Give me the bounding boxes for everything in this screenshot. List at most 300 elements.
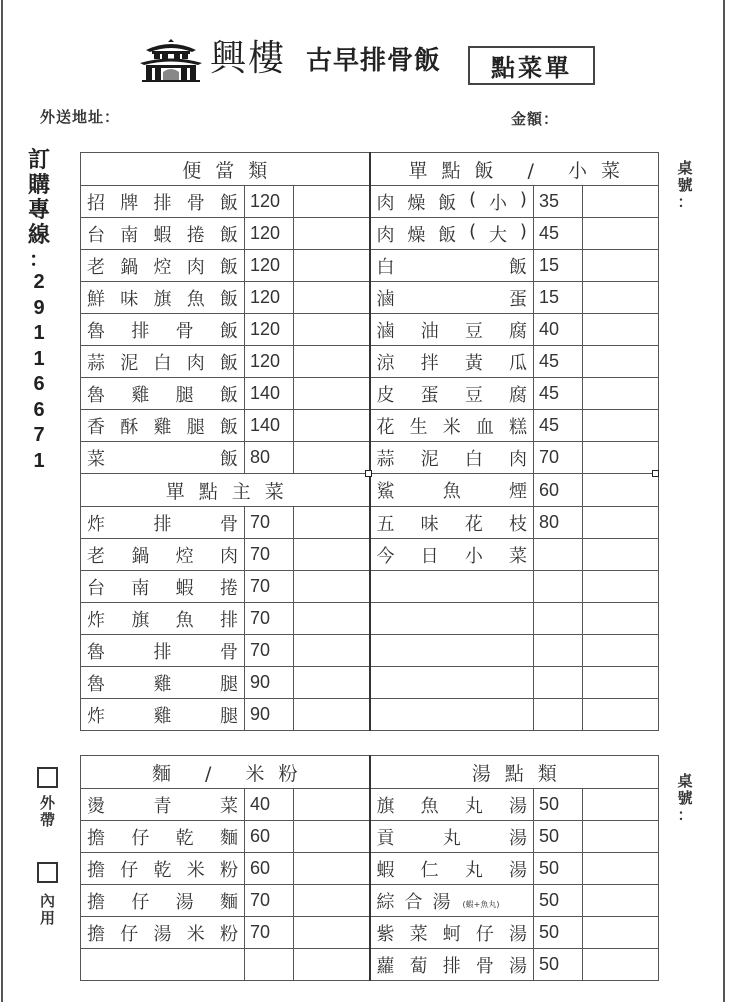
item-name-char: 老 bbox=[87, 545, 105, 567]
item-name-char: 炸 bbox=[87, 609, 105, 631]
quantity-cell[interactable] bbox=[294, 949, 370, 981]
item-name-char: 旗 bbox=[131, 609, 150, 631]
item-name-char: 牌 bbox=[120, 192, 139, 214]
item-name-char: 米 bbox=[442, 416, 461, 438]
item-price: 120 bbox=[245, 186, 294, 218]
item-name-char: ( bbox=[469, 188, 477, 210]
item-name-char: 麵 bbox=[219, 891, 238, 913]
item-name-char: 滷 bbox=[376, 288, 395, 310]
quantity-cell[interactable] bbox=[583, 667, 659, 699]
takeout-checkbox[interactable] bbox=[37, 767, 58, 788]
item-note: (蝦+魚丸) bbox=[462, 899, 500, 909]
quantity-cell[interactable] bbox=[583, 885, 659, 917]
item-name bbox=[370, 314, 534, 346]
item-price: 15 bbox=[534, 282, 583, 314]
quantity-cell[interactable] bbox=[583, 474, 659, 507]
quantity-cell[interactable] bbox=[583, 853, 659, 885]
item-price: 50 bbox=[534, 885, 583, 917]
item-name-char: 招 bbox=[87, 192, 105, 214]
quantity-cell[interactable] bbox=[583, 571, 659, 603]
item-name-char: 大 bbox=[489, 224, 508, 246]
table-row bbox=[81, 218, 659, 250]
table-row bbox=[81, 186, 659, 218]
item-name-char: 老 bbox=[87, 256, 105, 278]
item-name bbox=[81, 346, 245, 378]
quantity-cell[interactable] bbox=[294, 821, 370, 853]
item-name-char: 排 bbox=[131, 320, 150, 342]
item-name-char: 丸 bbox=[464, 795, 483, 817]
section-header: 便當類 bbox=[81, 153, 370, 186]
item-name-char: 涼 bbox=[376, 352, 395, 374]
item-name bbox=[370, 635, 534, 667]
section-header: 麵 / 米粉 bbox=[81, 756, 370, 789]
item-name-char: 飯 bbox=[438, 224, 457, 246]
quantity-cell[interactable] bbox=[294, 218, 370, 250]
item-name-char: 味 bbox=[120, 288, 139, 310]
quantity-cell[interactable] bbox=[583, 635, 659, 667]
item-name-char: 菜 bbox=[220, 795, 238, 817]
item-name-char: 南 bbox=[131, 577, 150, 599]
item-name-char: 皮 bbox=[376, 384, 395, 406]
item-name bbox=[370, 250, 534, 282]
order-hotline bbox=[26, 148, 52, 474]
item-name-char: 生 bbox=[409, 416, 428, 438]
item-price: 70 bbox=[245, 885, 294, 917]
item-name-char: 雞 bbox=[153, 416, 172, 438]
item-name-char: 腿 bbox=[220, 673, 238, 695]
table-row bbox=[81, 250, 659, 282]
item-name-char: 麵 bbox=[219, 827, 238, 849]
quantity-cell[interactable] bbox=[583, 789, 659, 821]
item-name-char: 仔 bbox=[131, 827, 150, 849]
quantity-cell[interactable] bbox=[294, 603, 370, 635]
item-name-char: 味 bbox=[420, 513, 439, 535]
item-name bbox=[81, 635, 245, 667]
page-border-right bbox=[723, 0, 725, 1002]
table-number-char: 桌 bbox=[677, 159, 693, 177]
quantity-cell[interactable] bbox=[294, 539, 370, 571]
item-name-char: 米 bbox=[186, 859, 205, 881]
item-price bbox=[534, 539, 583, 571]
quantity-cell[interactable] bbox=[294, 186, 370, 218]
item-price bbox=[534, 667, 583, 699]
item-name-char: 排 bbox=[153, 641, 172, 663]
item-name-char: 炸 bbox=[87, 705, 105, 727]
item-price: 80 bbox=[534, 507, 583, 539]
item-price: 60 bbox=[534, 474, 583, 507]
item-name-char: 菜 bbox=[87, 448, 105, 470]
item-name bbox=[370, 789, 534, 821]
table-number-char: 桌 bbox=[677, 772, 693, 790]
item-name-char: 排 bbox=[442, 955, 461, 977]
item-name-char: 南 bbox=[120, 224, 139, 246]
item-price: 70 bbox=[245, 507, 294, 539]
item-price bbox=[534, 635, 583, 667]
table-number-char: ： bbox=[677, 806, 693, 824]
item-price: 50 bbox=[534, 821, 583, 853]
dine-in-checkbox[interactable] bbox=[37, 862, 58, 883]
quantity-cell[interactable] bbox=[583, 346, 659, 378]
item-name-char: 雞 bbox=[153, 673, 172, 695]
item-price: 120 bbox=[245, 250, 294, 282]
item-price bbox=[534, 603, 583, 635]
quantity-cell[interactable] bbox=[583, 314, 659, 346]
hotline-digit: 7 bbox=[33, 424, 45, 446]
quantity-cell[interactable] bbox=[294, 789, 370, 821]
item-name-char: 肉 bbox=[219, 545, 238, 567]
item-price: 70 bbox=[245, 917, 294, 949]
table-number-char: ： bbox=[677, 193, 693, 211]
quantity-cell[interactable] bbox=[583, 603, 659, 635]
table-row bbox=[81, 699, 659, 731]
item-name-char: 煙 bbox=[509, 481, 527, 502]
item-price: 70 bbox=[245, 603, 294, 635]
item-name-char: 湯 bbox=[509, 827, 527, 849]
item-name bbox=[370, 507, 534, 539]
quantity-cell[interactable] bbox=[294, 885, 370, 917]
item-name-char: 綜 bbox=[376, 891, 395, 913]
amount-label: 金額： bbox=[511, 110, 560, 128]
item-name-char: 骨 bbox=[175, 320, 194, 342]
item-price: 45 bbox=[534, 218, 583, 250]
table-row bbox=[81, 571, 659, 603]
item-name-char: 白 bbox=[464, 448, 483, 470]
item-name-char: 米 bbox=[186, 923, 205, 945]
item-name bbox=[370, 378, 534, 410]
quantity-cell[interactable] bbox=[583, 699, 659, 731]
item-name-char: 腐 bbox=[508, 384, 527, 406]
hotline-digit: 1 bbox=[33, 449, 45, 472]
quantity-cell[interactable] bbox=[583, 949, 659, 981]
item-name bbox=[370, 346, 534, 378]
table-number-label-top bbox=[675, 160, 695, 211]
table-number-label-bottom bbox=[675, 773, 695, 824]
item-name-char: 日 bbox=[420, 545, 439, 567]
item-name-char: 蛋 bbox=[509, 288, 527, 310]
table-row bbox=[81, 378, 659, 410]
pavilion-building-icon bbox=[140, 38, 202, 82]
item-name bbox=[81, 250, 245, 282]
item-name bbox=[370, 410, 534, 442]
item-name-char: 五 bbox=[376, 513, 395, 535]
table-row bbox=[81, 853, 659, 885]
item-name-char: 飯 bbox=[220, 256, 238, 278]
table-row bbox=[81, 474, 659, 507]
quantity-cell[interactable] bbox=[583, 186, 659, 218]
table-row bbox=[81, 410, 659, 442]
item-name-char: 湯 bbox=[509, 923, 527, 945]
quantity-cell[interactable] bbox=[294, 282, 370, 314]
item-name bbox=[370, 699, 534, 731]
quantity-cell[interactable] bbox=[583, 539, 659, 571]
item-name-char: 擔 bbox=[87, 891, 105, 913]
item-name-char: 酥 bbox=[120, 416, 139, 438]
item-price: 40 bbox=[245, 789, 294, 821]
quantity-cell[interactable] bbox=[294, 853, 370, 885]
item-price: 80 bbox=[245, 442, 294, 474]
takeout-label bbox=[37, 795, 58, 829]
item-name-char: 湯 bbox=[509, 955, 527, 977]
item-price: 45 bbox=[534, 410, 583, 442]
item-name-char: 擔 bbox=[87, 827, 105, 849]
item-name-char: 燥 bbox=[407, 224, 426, 246]
item-name-char: 粉 bbox=[220, 923, 238, 945]
item-name-char: 焢 bbox=[153, 256, 172, 278]
item-name-char: ( bbox=[469, 220, 477, 242]
item-name-char: 豆 bbox=[464, 384, 483, 406]
quantity-cell[interactable] bbox=[583, 282, 659, 314]
item-name-char: 花 bbox=[376, 416, 395, 438]
item-name bbox=[81, 410, 245, 442]
document-title: 點菜單 bbox=[468, 46, 595, 85]
item-name-char: 雞 bbox=[153, 705, 172, 727]
item-name bbox=[81, 378, 245, 410]
item-name-char: 粉 bbox=[220, 859, 238, 881]
item-name-char: 丸 bbox=[464, 859, 483, 881]
quantity-cell[interactable] bbox=[294, 507, 370, 539]
item-name bbox=[81, 314, 245, 346]
item-name bbox=[81, 442, 245, 474]
table-row bbox=[81, 603, 659, 635]
item-name-char: 湯 bbox=[508, 795, 527, 817]
quantity-cell[interactable] bbox=[583, 218, 659, 250]
dine-in-label-char: 用 bbox=[39, 909, 55, 927]
item-name-char: 飯 bbox=[220, 352, 238, 374]
item-name-char: 雞 bbox=[131, 384, 150, 406]
item-name-char: 肉 bbox=[186, 352, 205, 374]
table-row bbox=[81, 949, 659, 981]
item-name bbox=[370, 442, 534, 474]
item-price: 70 bbox=[245, 571, 294, 603]
item-name-char: 乾 bbox=[175, 827, 194, 849]
item-name-char: 飯 bbox=[509, 256, 527, 278]
item-name bbox=[81, 282, 245, 314]
top-menu-table bbox=[80, 152, 659, 731]
bottom-menu-table bbox=[80, 755, 659, 981]
page-border-left bbox=[1, 0, 3, 1002]
item-name-char: 捲 bbox=[219, 577, 238, 599]
item-name bbox=[370, 571, 534, 603]
item-price: 50 bbox=[534, 949, 583, 981]
item-name-char: 燙 bbox=[87, 795, 105, 817]
quantity-cell[interactable] bbox=[583, 250, 659, 282]
table-row bbox=[81, 821, 659, 853]
item-name-char: 枝 bbox=[508, 513, 527, 535]
item-price: 140 bbox=[245, 378, 294, 410]
item-name-char: 擔 bbox=[87, 859, 105, 881]
item-name-char: 仔 bbox=[120, 859, 139, 881]
quantity-cell[interactable] bbox=[294, 314, 370, 346]
item-price: 120 bbox=[245, 282, 294, 314]
item-name bbox=[81, 789, 245, 821]
item-price: 70 bbox=[534, 442, 583, 474]
takeout-label-char: 外 bbox=[39, 794, 55, 812]
table-row bbox=[81, 314, 659, 346]
item-name bbox=[81, 885, 245, 917]
item-name-char: 魯 bbox=[87, 384, 105, 406]
item-name-char: 蒜 bbox=[376, 448, 395, 470]
item-name-char: 骨 bbox=[220, 641, 238, 663]
item-name-char: 油 bbox=[420, 320, 439, 342]
item-name-char: 魯 bbox=[87, 641, 105, 663]
item-name-char: 台 bbox=[87, 224, 105, 246]
hotline-digit: 9 bbox=[33, 296, 45, 319]
item-name-char: 腿 bbox=[175, 384, 194, 406]
quantity-cell[interactable] bbox=[294, 378, 370, 410]
item-name-char: 飯 bbox=[219, 320, 238, 342]
item-name-char: 花 bbox=[464, 513, 483, 535]
item-name-char: 紫 bbox=[376, 923, 395, 945]
brand-subtitle: 古早排骨飯 bbox=[306, 46, 442, 76]
item-name bbox=[81, 949, 245, 981]
item-price: 15 bbox=[534, 250, 583, 282]
item-price: 70 bbox=[245, 539, 294, 571]
quantity-cell[interactable] bbox=[583, 917, 659, 949]
item-price: 90 bbox=[245, 699, 294, 731]
item-name-char: 鮮 bbox=[87, 288, 105, 310]
item-name-char: 菜 bbox=[508, 545, 527, 567]
item-name-char: 豆 bbox=[464, 320, 483, 342]
item-name-char: 蘿 bbox=[376, 955, 395, 977]
table-row bbox=[81, 346, 659, 378]
quantity-cell[interactable] bbox=[294, 699, 370, 731]
item-name-char: 擔 bbox=[87, 923, 105, 945]
quantity-cell[interactable] bbox=[294, 410, 370, 442]
table-row bbox=[81, 789, 659, 821]
item-name-char: 仔 bbox=[120, 923, 139, 945]
quantity-cell[interactable] bbox=[294, 917, 370, 949]
item-name bbox=[81, 603, 245, 635]
item-price bbox=[534, 571, 583, 603]
item-name-char: 今 bbox=[376, 545, 395, 567]
item-name bbox=[370, 667, 534, 699]
item-name-char: 飯 bbox=[220, 288, 238, 310]
item-name-char: 飯 bbox=[220, 416, 238, 438]
item-name bbox=[370, 821, 534, 853]
item-name-char: 香 bbox=[87, 416, 105, 438]
item-name-char: 蝦 bbox=[175, 577, 194, 599]
item-name-char: 拌 bbox=[420, 352, 439, 374]
item-name-char: 魯 bbox=[87, 320, 105, 342]
item-name-char: 湯 bbox=[508, 859, 527, 881]
section-header: 單點飯 / 小菜 bbox=[370, 153, 659, 186]
item-name bbox=[370, 853, 534, 885]
item-name-char: 焢 bbox=[175, 545, 194, 567]
hotline-colon: ： bbox=[29, 247, 49, 271]
item-name-char: 飯 bbox=[438, 192, 457, 214]
item-name bbox=[370, 949, 534, 981]
selection-handle[interactable] bbox=[365, 470, 372, 477]
quantity-cell[interactable] bbox=[294, 635, 370, 667]
item-name bbox=[81, 539, 245, 571]
item-name-char: 蝦 bbox=[376, 859, 395, 881]
quantity-cell[interactable] bbox=[583, 410, 659, 442]
item-name-char: 乾 bbox=[153, 859, 172, 881]
table-header-row bbox=[81, 153, 659, 186]
item-name bbox=[370, 603, 534, 635]
item-name-char: 捲 bbox=[186, 224, 205, 246]
item-name-char: 排 bbox=[153, 513, 172, 535]
item-price: 45 bbox=[534, 378, 583, 410]
item-price: 90 bbox=[245, 667, 294, 699]
quantity-cell[interactable] bbox=[583, 507, 659, 539]
item-name-char: 鯊 bbox=[376, 481, 395, 502]
item-name-char: 菜 bbox=[409, 923, 428, 945]
quantity-cell[interactable] bbox=[583, 378, 659, 410]
item-name-char: 鍋 bbox=[120, 256, 139, 278]
item-name-char: 湯 bbox=[432, 891, 451, 913]
table-header-row bbox=[81, 756, 659, 789]
table-row bbox=[81, 442, 659, 474]
item-name bbox=[370, 218, 534, 250]
table-row bbox=[81, 507, 659, 539]
item-name-char: 貢 bbox=[376, 827, 395, 849]
item-name-char: 飯 bbox=[220, 448, 238, 470]
item-price: 120 bbox=[245, 218, 294, 250]
item-name-char: 小 bbox=[464, 545, 483, 567]
item-price: 60 bbox=[245, 821, 294, 853]
dine-in-label-char: 內 bbox=[39, 892, 55, 910]
item-name-char: 魚 bbox=[175, 609, 194, 631]
item-price: 40 bbox=[534, 314, 583, 346]
item-name-char: 肉 bbox=[376, 192, 395, 214]
item-price: 50 bbox=[534, 789, 583, 821]
item-name-char: 魚 bbox=[420, 795, 439, 817]
table-number-char: 號 bbox=[677, 789, 693, 807]
table-row bbox=[81, 917, 659, 949]
item-price: 120 bbox=[245, 314, 294, 346]
item-name-char: ) bbox=[519, 188, 527, 210]
item-name-char: 湯 bbox=[175, 891, 194, 913]
item-name bbox=[81, 821, 245, 853]
item-name bbox=[81, 853, 245, 885]
item-name-char: 飯 bbox=[220, 192, 238, 214]
item-name-char: 合 bbox=[404, 891, 423, 913]
quantity-cell[interactable] bbox=[583, 442, 659, 474]
item-name-char: 肉 bbox=[186, 256, 205, 278]
item-name-char: 滷 bbox=[376, 320, 395, 342]
selection-handle[interactable] bbox=[652, 470, 659, 477]
item-name bbox=[81, 571, 245, 603]
section-header: 湯點類 bbox=[370, 756, 659, 789]
hotline-label-char: 線 bbox=[27, 223, 50, 248]
quantity-cell[interactable] bbox=[294, 442, 370, 474]
quantity-cell[interactable] bbox=[294, 346, 370, 378]
item-name-char: 魚 bbox=[442, 481, 461, 502]
item-name-char: 蛋 bbox=[420, 384, 439, 406]
item-name-char: 飯 bbox=[219, 384, 238, 406]
item-name-char: 排 bbox=[219, 609, 238, 631]
table-number-char: 號 bbox=[677, 176, 693, 194]
item-price: 45 bbox=[534, 346, 583, 378]
item-price bbox=[245, 949, 294, 981]
item-name-char: 肉 bbox=[376, 224, 395, 246]
quantity-cell[interactable] bbox=[583, 821, 659, 853]
item-name bbox=[81, 699, 245, 731]
quantity-cell[interactable] bbox=[294, 571, 370, 603]
quantity-cell[interactable] bbox=[294, 667, 370, 699]
item-name-char: 旗 bbox=[376, 795, 395, 817]
item-name-char: 丸 bbox=[442, 827, 461, 849]
item-name-char: 泥 bbox=[420, 448, 439, 470]
item-price: 120 bbox=[245, 346, 294, 378]
table-row bbox=[81, 667, 659, 699]
item-name-char: 蔔 bbox=[409, 955, 428, 977]
table-row bbox=[81, 635, 659, 667]
item-name-char: 燥 bbox=[407, 192, 426, 214]
item-name-char: 黃 bbox=[464, 352, 483, 374]
quantity-cell[interactable] bbox=[294, 250, 370, 282]
